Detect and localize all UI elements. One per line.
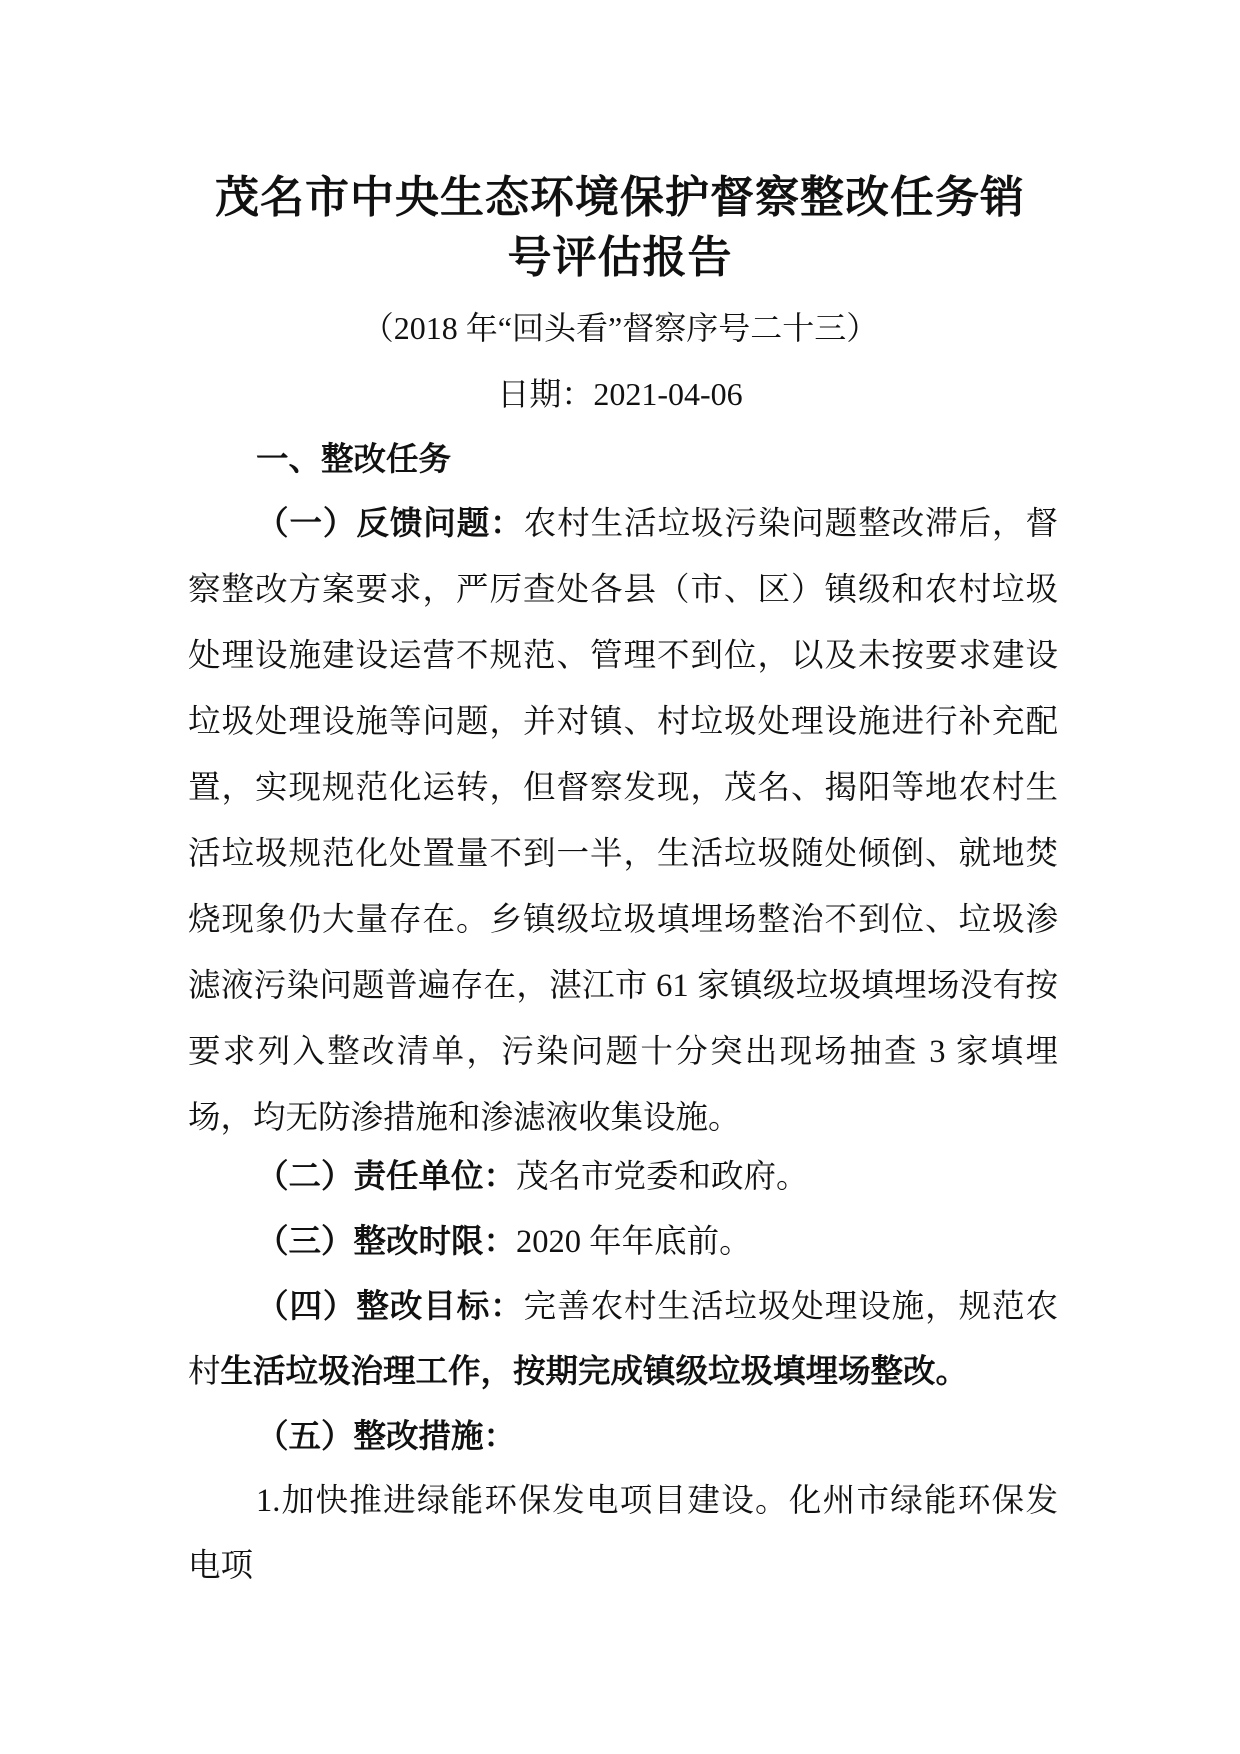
responsible-unit-label: （二）责任单位： [256,1157,517,1195]
section-heading-rectification-tasks: 一、整改任务 [256,440,452,478]
title-line-2: 号评估报告 [507,232,733,283]
goal-text: 完善农村生活垃圾处理设施，规范农村 [188,1287,1058,1390]
paragraph-goal [188,1274,1058,1404]
paragraph-deadline [188,1209,1058,1275]
deadline-text: 2020 年年底前。 [516,1224,752,1260]
goal-text-bold: 生活垃圾治理工作，按期完成镇级垃圾填埋场整改。 [220,1352,969,1390]
title-line-1: 茂名市中央生态环境保护督察整改任务销 [215,172,1025,223]
feedback-label: （一）反馈问题： [256,504,524,542]
paragraph-measures-heading: （五）整改措施： [256,1417,517,1455]
deadline-label: （三）整改时限： [256,1222,517,1260]
document-title [150,168,1090,288]
responsible-unit-text: 茂名市党委和政府。 [516,1157,809,1195]
document-subtitle: （2018 年“回头看”督察序号二十三） [361,310,879,346]
paragraph-measure-1: 1.加快推进绿能环保发电项目建设。化州市绿能环保发电项 [188,1483,1058,1584]
feedback-text: 农村生活垃圾污染问题整改滞后，督察整改方案要求，严厉查处各县（市、区）镇级和农村垃圾处理设施建设运营不规范、管理不到位，以及未按要求建设垃圾处理设施等问题，并对镇、村垃圾处理设施进行补充配置，实现规范化运转，但督察发现，茂名、揭阳等地农村生活垃圾规范化处置量不到一半，生活垃圾随处倾倒、就地焚烧现象仍大量存在。乡镇级垃圾填埋场整治不到位、垃圾渗滤液污染问题普遍存在，湛江市 61 家镇级垃圾填埋场没有按要求列入整改清单，污染问题十分突出现场抽查 3 家填埋场，均无防渗措施和渗滤液收集设施。 [188,506,1058,1136]
paragraph-responsible-unit [188,1144,1058,1209]
goal-label: （四）整改目标： [256,1287,524,1325]
paragraph-feedback-issue [188,491,1058,1151]
document-date: 日期：2021-04-06 [497,376,743,412]
